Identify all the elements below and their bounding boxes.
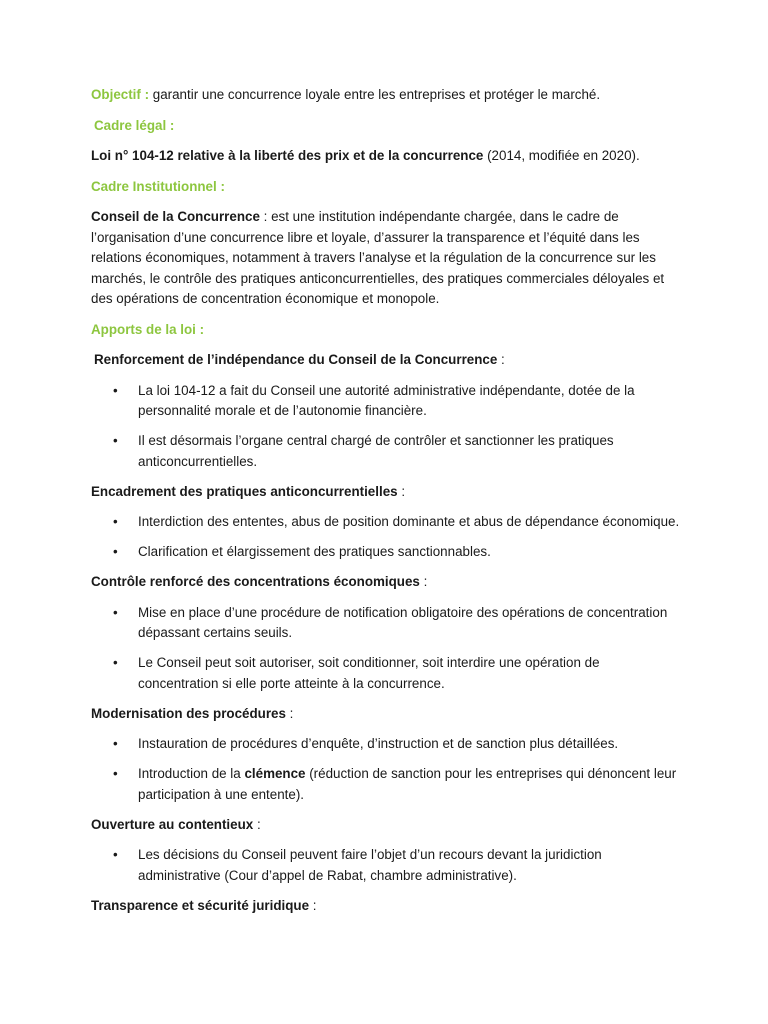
list-item-text: Interdiction des ententes, abus de position dominante et abus de dépendance économique. — [138, 514, 680, 529]
bullet-list — [91, 603, 681, 695]
clemence-after: (réduction de sanction pour les entreprises qui dénoncent leur participation à une entente). — [138, 766, 677, 802]
bullet-icon: • — [113, 382, 118, 398]
conseil-title: Conseil de la Concurrence — [91, 209, 260, 224]
section-title: Ouverture au contentieux — [91, 816, 254, 832]
cadre-legal-label: Cadre légal : — [94, 117, 175, 133]
bullet-icon: • — [113, 433, 118, 448]
section-title: Modernisation des procédures — [91, 705, 286, 721]
section-heading — [91, 815, 681, 836]
bullet-list — [91, 381, 681, 473]
objectif-paragraph — [91, 85, 681, 106]
list-item-text: La loi 104-12 a fait du Conseil une autorité administrative indépendante, dotée de la personnalité morale et de l’autonomie financière. — [138, 382, 635, 418]
list-item-text: Instauration de procédures d’enquête, d’instruction et de sanction plus détaillées. — [138, 736, 619, 751]
section-title: Encadrement des pratiques anticoncurrentielles — [91, 483, 398, 499]
list-item — [91, 431, 681, 472]
cadre-legal-heading — [91, 116, 681, 137]
section-suffix: : — [419, 574, 428, 589]
section-heading — [91, 704, 681, 725]
list-item — [91, 845, 681, 886]
list-item-text: Clarification et élargissement des pratiques sanctionnables. — [138, 544, 491, 559]
objectif-label: Objectif : — [91, 87, 150, 102]
section-title: Transparence et sécurité juridique — [91, 897, 310, 913]
section-heading — [91, 896, 681, 917]
section-title: Contrôle renforcé des concentrations économiques — [91, 574, 420, 589]
list-item — [91, 734, 681, 755]
apports-heading — [91, 320, 681, 341]
section-suffix: : — [397, 483, 406, 499]
list-item — [91, 764, 681, 805]
bullet-icon: • — [113, 544, 118, 559]
list-item — [91, 653, 681, 694]
list-item — [91, 381, 681, 422]
objectif-text: garantir une concurrence loyale entre les entreprises et protéger le marché. — [149, 87, 601, 102]
list-item — [91, 512, 681, 533]
list-item-text: Les décisions du Conseil peuvent faire l’objet d’un recours devant la juridiction administrative (Cour d’appel de Rabat, chambre administrative). — [138, 847, 602, 883]
section-heading — [91, 482, 681, 503]
list-item — [91, 542, 681, 563]
cadre-institutionnel-label: Cadre Institutionnel : — [91, 178, 225, 194]
bullet-icon: • — [113, 514, 118, 529]
bullet-icon: • — [113, 655, 118, 670]
list-item — [91, 603, 681, 644]
conseil-paragraph — [91, 207, 681, 310]
loi-details: (2014, modifiée en 2020). — [483, 148, 640, 163]
apports-label: Apports de la loi : — [91, 321, 205, 337]
section-suffix: : — [497, 352, 505, 367]
section-heading — [91, 350, 681, 371]
section-suffix: : — [253, 816, 261, 832]
conseil-text: : est une institution indépendante chargée, dans le cadre de l’organisation d’une concurrence libre et loyale, d’assurer la transparence et l’équité dans les relations économiques, notamment à travers l’analyse et la régulation de la concurrence sur les marchés, le contrôle des pratiques anticoncurrentielles, des pratiques commerciales déloyales et des opérations de concentration économique et monopole. — [91, 209, 665, 306]
clemence-before: Introduction de la — [138, 766, 245, 781]
list-item-text: Mise en place d’une procédure de notification obligatoire des opérations de concentration dépassant certains seuils. — [138, 604, 668, 640]
bullet-list — [91, 512, 681, 563]
bullet-icon: • — [113, 736, 118, 751]
bullet-icon: • — [113, 847, 118, 862]
clemence-term: clémence — [244, 766, 306, 781]
list-item-text: Le Conseil peut soit autoriser, soit conditionner, soit interdire une opération de concentration si elle porte atteinte à la concurrence. — [138, 655, 600, 691]
list-item-text: Il est désormais l’organe central chargé de contrôler et sanctionner les pratiques anticoncurrentielles. — [138, 433, 614, 469]
loi-title: Loi n° 104-12 relative à la liberté des prix et de la concurrence — [91, 148, 484, 163]
section-title: Renforcement de l’indépendance du Conseil de la Concurrence — [94, 352, 498, 367]
bullet-list — [91, 734, 681, 805]
section-heading — [91, 572, 681, 593]
document-body — [91, 85, 681, 926]
section-suffix: : — [285, 705, 294, 721]
section-suffix: : — [309, 897, 317, 913]
bullet-icon: • — [113, 604, 118, 620]
loi-paragraph — [91, 146, 681, 167]
cadre-institutionnel-heading — [91, 177, 681, 198]
bullet-icon: • — [113, 766, 118, 781]
bullet-list — [91, 845, 681, 886]
